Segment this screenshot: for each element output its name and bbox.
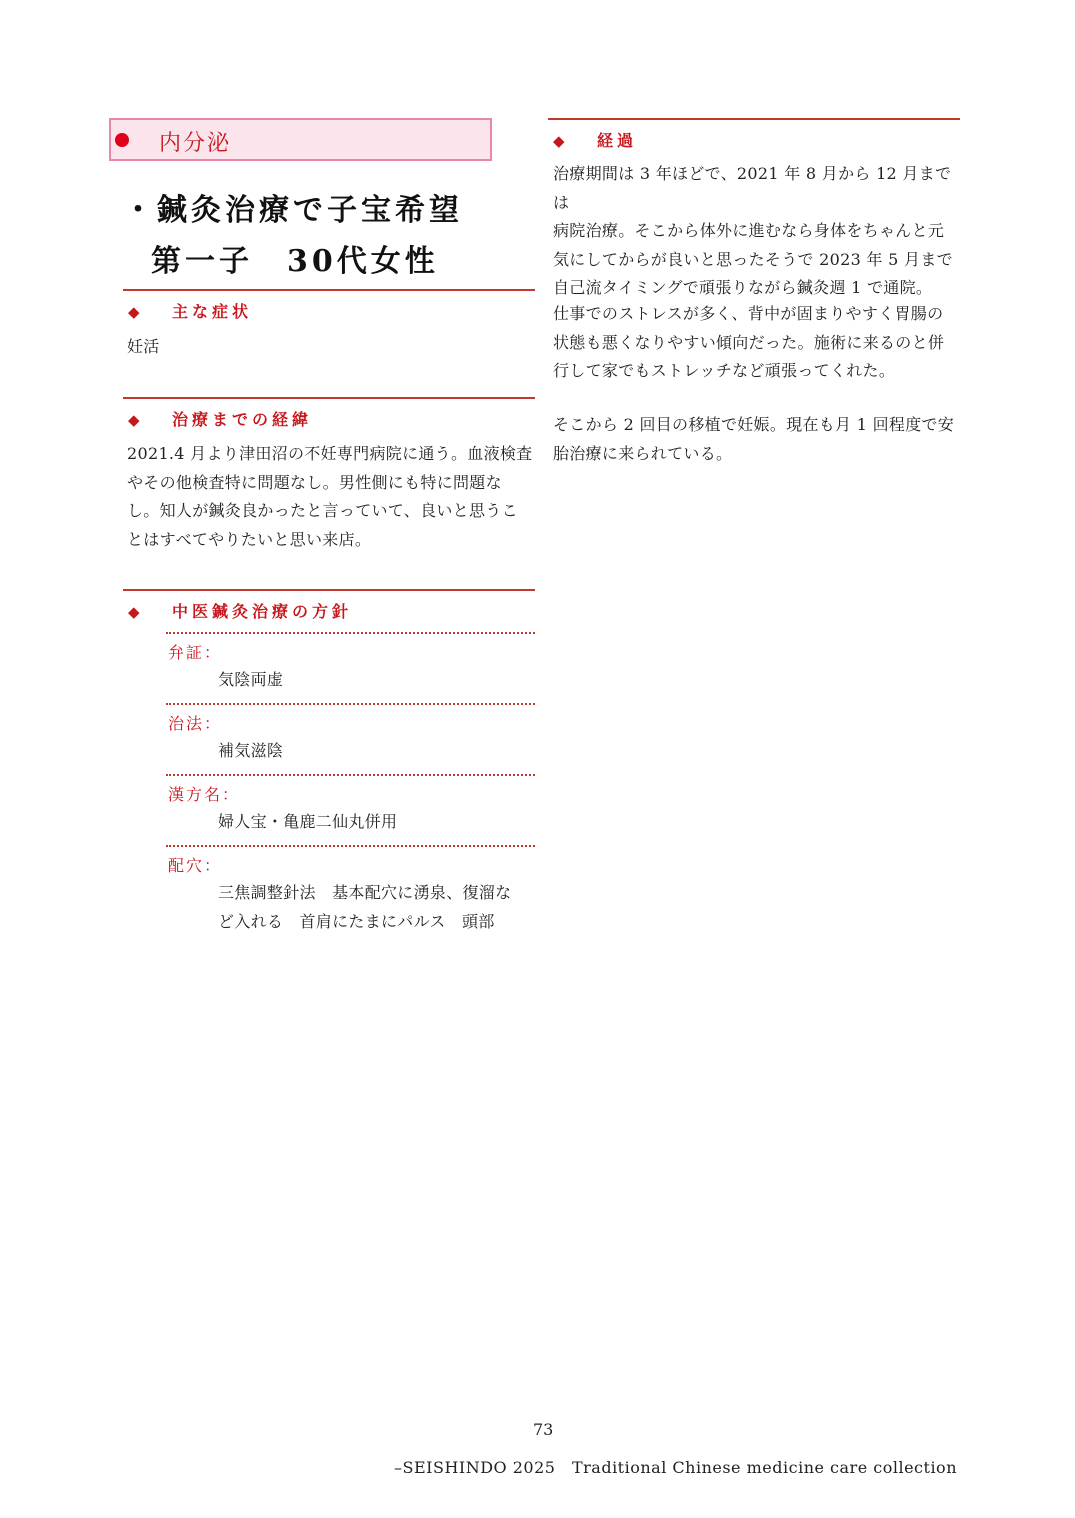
progress-paragraph — [553, 411, 963, 468]
acupoints-label: 配穴： — [168, 856, 223, 875]
progress-line: 気にしてからが良いと思ったそうで 2023 年 5 月まで — [553, 249, 953, 269]
progress-heading — [553, 128, 637, 151]
category-label: 内分泌 — [159, 131, 232, 156]
treatment-method-value: 補気滋陰 — [218, 741, 284, 760]
section-rule — [123, 397, 535, 399]
history-line: 2021.4 月より津田沼の不妊専門病院に通う。血液検査 — [127, 444, 533, 463]
diamond-icon: ◆ — [128, 303, 144, 321]
case-title-line1: ・鍼灸治療で子宝希望 — [123, 193, 463, 228]
symptoms-heading-text: 主な症状 — [172, 302, 253, 321]
diamond-icon: ◆ — [553, 132, 569, 150]
acupoints-value — [218, 879, 511, 936]
diagnosis-label: 弁証： — [168, 643, 223, 662]
herbal-label: 漢方名： — [168, 785, 241, 804]
diamond-icon: ◆ — [128, 411, 144, 429]
acupoints-line: 三焦調整針法 基本配穴に湧泉、復溜な — [218, 883, 512, 902]
page-footer: –SEISHINDO 2025 Traditional Chinese medicine care collection — [394, 1458, 957, 1477]
history-heading-text: 治療までの経緯 — [172, 410, 313, 429]
progress-line: 胎治療に来られている。 — [553, 443, 733, 463]
dotted-divider — [166, 703, 535, 705]
history-heading — [128, 407, 312, 430]
section-rule — [123, 289, 535, 291]
progress-line: そこから 2 回目の移植で妊娠。現在も月 1 回程度で安 — [553, 415, 955, 434]
herbal-value: 婦人宝・亀鹿二仙丸併用 — [218, 812, 398, 831]
progress-paragraph — [553, 300, 963, 386]
diamond-icon: ◆ — [128, 603, 144, 621]
dotted-divider — [166, 632, 535, 634]
policy-heading-text: 中医鍼灸治療の方針 — [172, 602, 353, 621]
diagnosis-value: 気陰両虚 — [218, 670, 284, 689]
progress-line: 仕事でのストレスが多く、背中が固まりやすく胃腸の — [553, 304, 944, 323]
progress-heading-text: 経過 — [597, 131, 638, 150]
treatment-method-label: 治法： — [168, 714, 223, 733]
section-rule — [123, 589, 535, 591]
case-title-line2: 第一子 30代女性 — [151, 244, 439, 279]
progress-line: 病院治療。そこから体外に進むなら身体をちゃんと元 — [553, 221, 945, 240]
dotted-divider — [166, 845, 535, 847]
progress-line: 治療期間は 3 年ほどで、2021 年 8 月から 12 月までは — [553, 164, 952, 212]
policy-heading — [128, 599, 352, 622]
symptoms-heading — [128, 299, 252, 322]
history-line: やその他検査特に問題なし。男性側にも特に問題な — [127, 472, 502, 492]
section-rule — [548, 118, 960, 120]
circle-bullet-icon — [115, 133, 129, 147]
progress-line: 状態も悪くなりやすい傾向だった。施術に来るのと併 — [553, 332, 945, 352]
history-line: とはすべてやりたいと思い来店。 — [127, 529, 372, 549]
progress-line: 行して家でもストレッチなど頑張ってくれた。 — [553, 361, 896, 380]
history-text — [127, 440, 537, 554]
symptoms-text: 妊活 — [127, 337, 160, 356]
progress-paragraph — [553, 160, 963, 303]
history-line: し。知人が鍼灸良かったと言っていて、良いと思うこ — [127, 501, 518, 520]
progress-line: 自己流タイミングで頑張りながら鍼灸週 1 で通院。 — [553, 278, 933, 297]
dotted-divider — [166, 774, 535, 776]
page-number: 73 — [533, 1420, 554, 1439]
acupoints-line: ど入れる 首肩にたまにパルス 頭部 — [218, 911, 495, 931]
category-box — [109, 118, 492, 161]
